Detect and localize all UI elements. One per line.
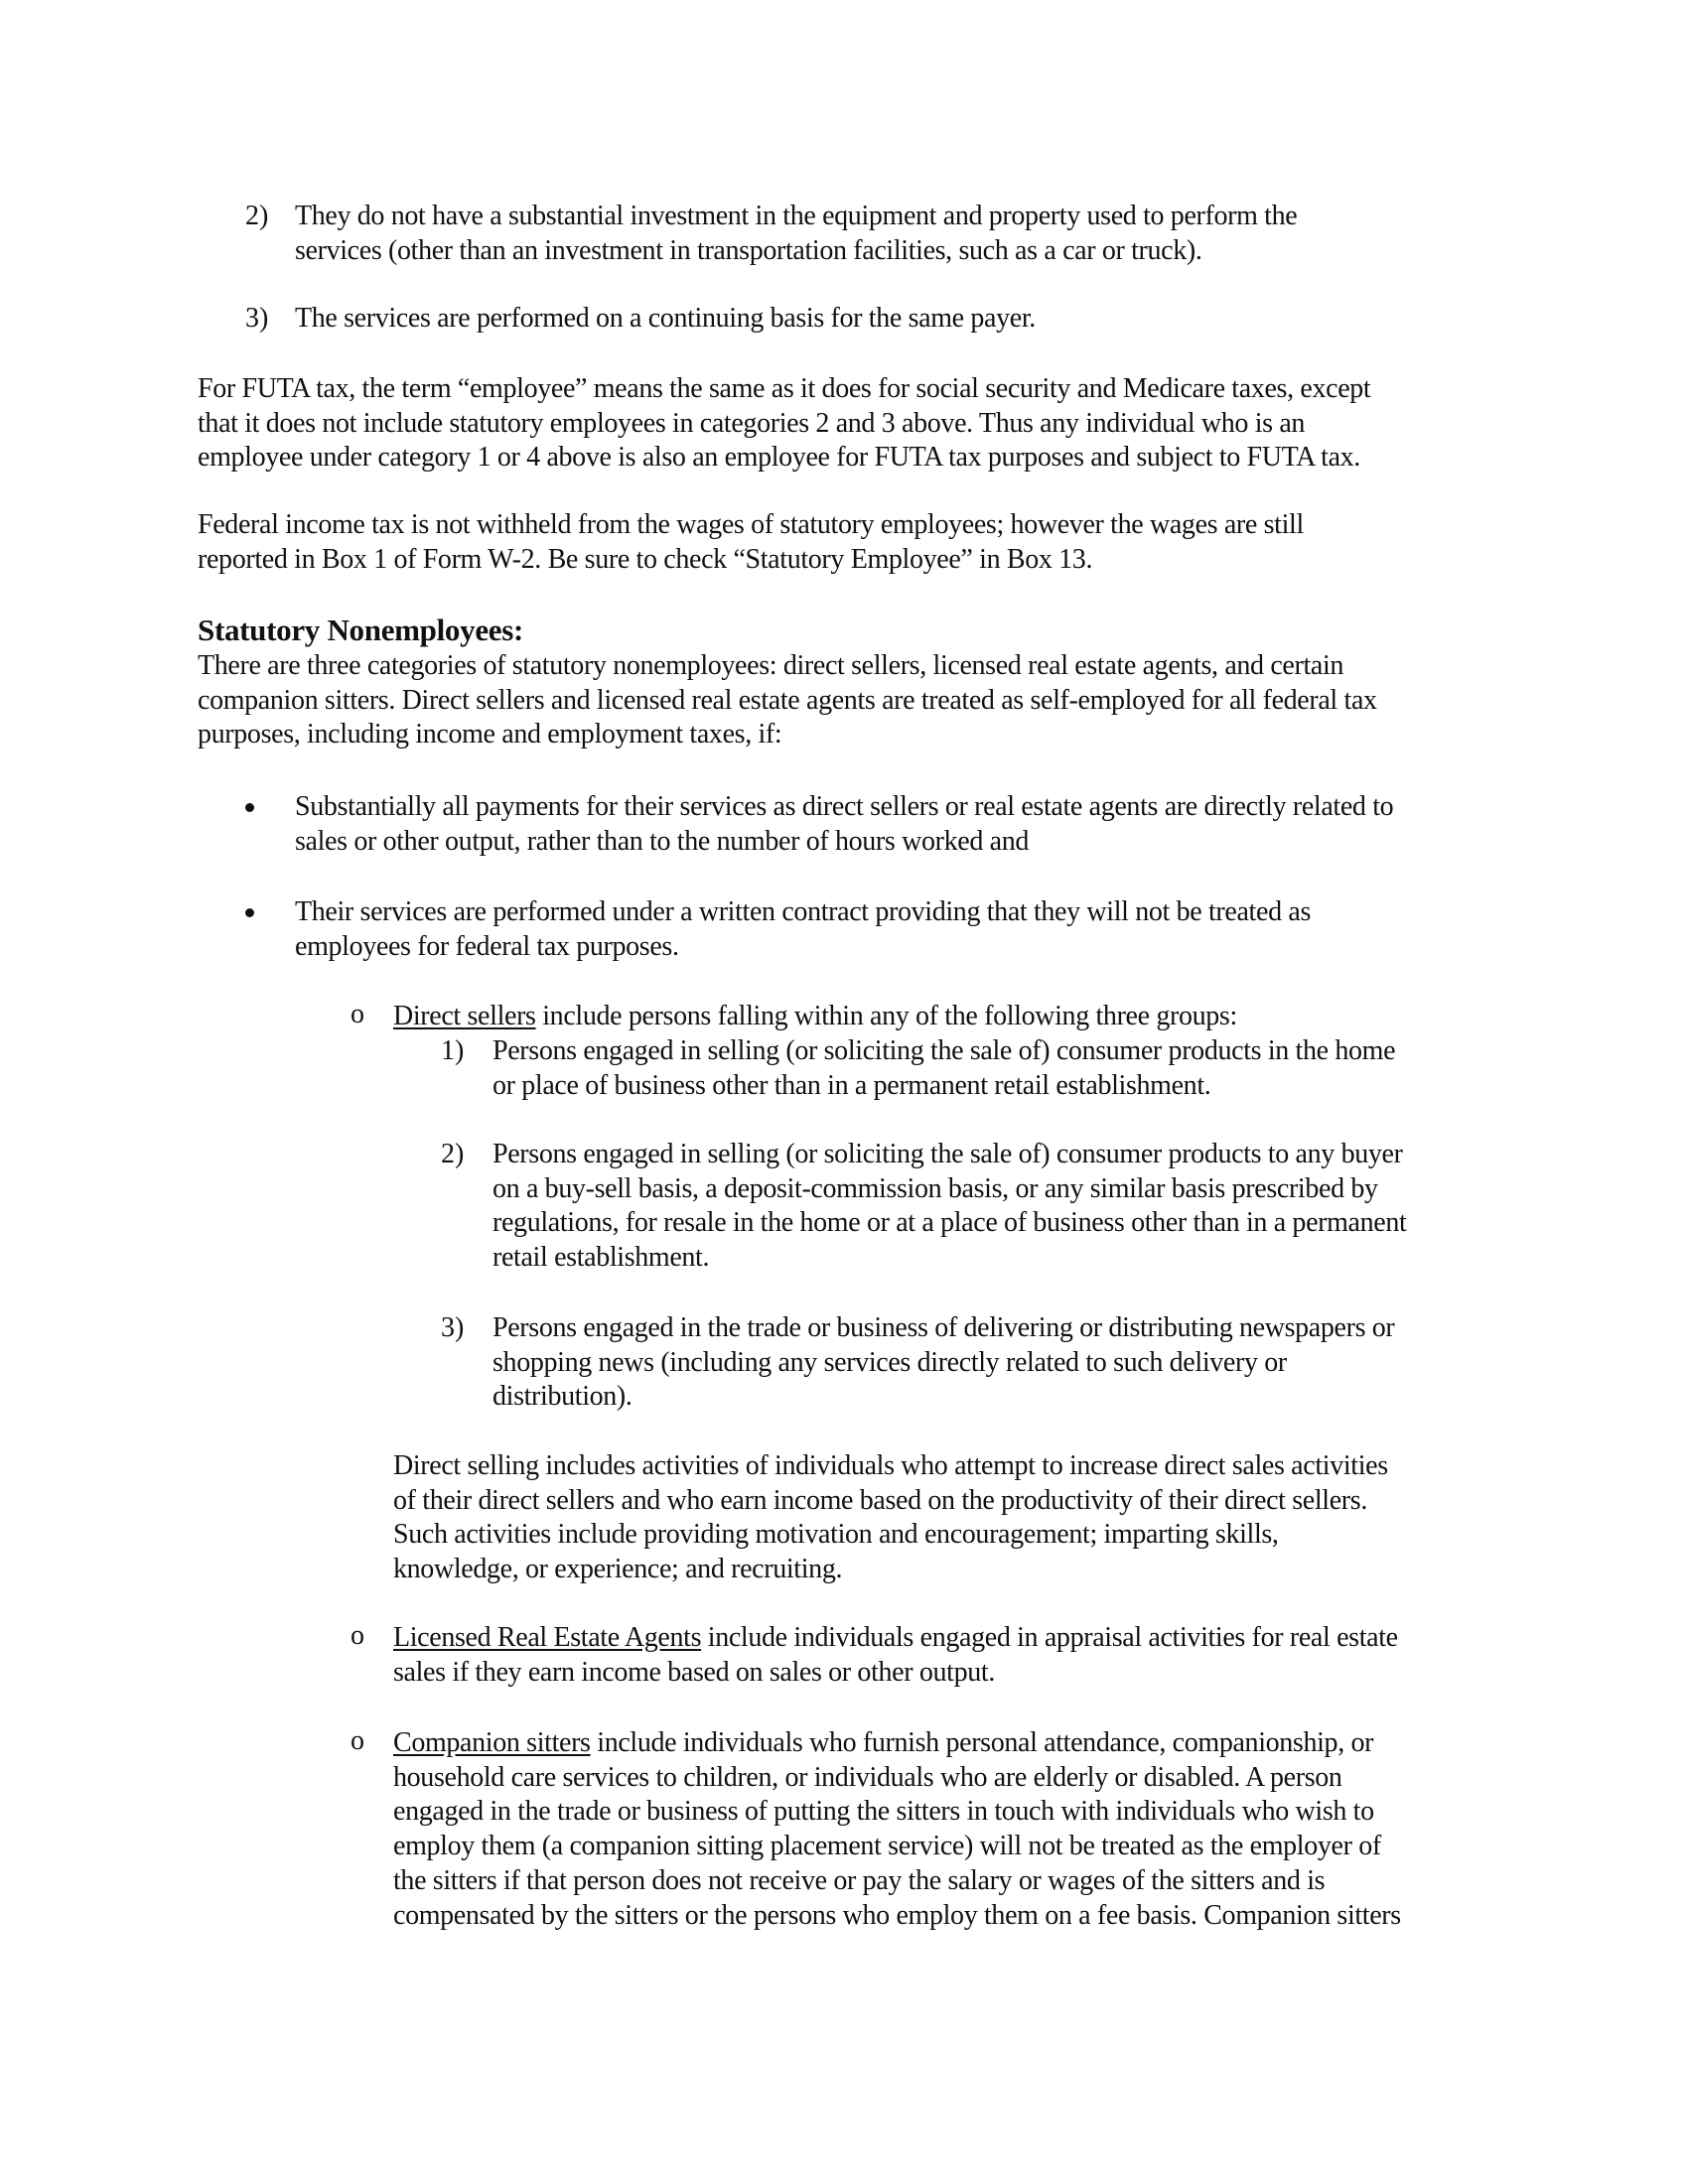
list-marker: 1)	[441, 1035, 465, 1066]
text-line: Persons engaged in selling (or soliciting the sale of) consumer products to any buyer	[492, 1139, 1403, 1169]
text-line: Substantially all payments for their services as direct sellers or real estate agents are directly related to	[295, 791, 1394, 822]
text-line: The services are performed on a continuing basis for the same payer.	[295, 303, 1036, 334]
text-line: companion sitters. Direct sellers and licensed real estate agents are treated as self-employed for all federal tax	[198, 684, 1377, 716]
text-line: sales or other output, rather than to the number of hours worked and	[295, 825, 1029, 857]
companion-sitters-item	[393, 1726, 1401, 1933]
term-companion-sitters: Companion sitters	[393, 1727, 591, 1758]
text-line: that it does not include statutory employees in categories 2 and 3 above. Thus any individual who is an	[198, 407, 1306, 439]
list-marker: 3)	[245, 303, 269, 334]
text-line: employ them (a companion sitting placement service) will not be treated as the employer of	[393, 1831, 1381, 1862]
text-line: household care services to children, or individuals who are elderly or disabled. A person	[393, 1761, 1342, 1793]
text-line: shopping news (including any services directly related to such delivery or	[492, 1346, 1287, 1378]
text-line: employee under category 1 or 4 above is also an employee for FUTA tax purposes and subject to FUTA tax.	[198, 442, 1360, 474]
sub-bullet-icon: o	[351, 1620, 364, 1651]
text-line: compensated by the sitters or the persons who employ them on a fee basis. Companion sitters	[393, 1899, 1401, 1931]
bullet-icon	[245, 803, 254, 812]
text-line: the sitters if that person does not receive or pay the salary or wages of the sitters and is	[393, 1864, 1326, 1896]
futa-paragraph	[198, 372, 1370, 476]
list-item	[492, 1034, 1395, 1103]
intro-paragraph	[198, 649, 1377, 752]
text-line: or place of business other than in a permanent retail establishment.	[492, 1069, 1211, 1101]
text-line: services (other than an investment in transportation facilities, such as a car or truck).	[295, 234, 1202, 266]
sub-bullet-icon: o	[351, 1725, 364, 1756]
list-marker: 3)	[441, 1312, 465, 1343]
text-line: Persons engaged in the trade or business of delivering or distributing newspapers or	[492, 1312, 1395, 1343]
federal-tax-paragraph	[198, 508, 1304, 577]
text-line: They do not have a substantial investment in the equipment and property used to perform the	[295, 201, 1298, 231]
text-line: of their direct sellers and who earn income based on the productivity of their direct sellers.	[393, 1484, 1367, 1516]
section-heading: Statutory Nonemployees:	[198, 613, 524, 647]
bullet-icon	[245, 908, 254, 917]
text-line: distribution).	[492, 1381, 633, 1413]
text-line: For FUTA tax, the term “employee” means the same as it does for social security and Medicare taxes, except	[198, 373, 1371, 404]
list-item	[492, 1138, 1406, 1276]
text-line: Federal income tax is not withheld from the wages of statutory employees; however the wages are still	[198, 509, 1304, 540]
text-line: Such activities include providing motivation and encouragement; imparting skills,	[393, 1519, 1279, 1551]
list-item	[295, 302, 1036, 337]
text-line: employees for federal tax purposes.	[295, 930, 679, 962]
text-line: regulations, for resale in the home or at a place of business other than in a permanent	[492, 1207, 1407, 1239]
text-line: Persons engaged in selling (or soliciting the sale of) consumer products in the home	[492, 1035, 1396, 1066]
list-item	[295, 200, 1297, 268]
bullet-item	[295, 790, 1393, 859]
direct-selling-note	[393, 1449, 1388, 1587]
text-line: purposes, including income and employment taxes, if:	[198, 719, 782, 751]
direct-sellers-item	[393, 1000, 1237, 1034]
real-estate-agents-item	[393, 1621, 1398, 1690]
text-line: reported in Box 1 of Form W-2. Be sure to check “Statutory Employee” in Box 13.	[198, 543, 1093, 575]
text-line: Their services are performed under a written contract providing that they will not be treated as	[295, 896, 1311, 927]
bullet-item	[295, 895, 1311, 964]
text-line: knowledge, or experience; and recruiting.	[393, 1554, 843, 1585]
text-line: sales if they earn income based on sales or other output.	[393, 1656, 995, 1688]
term-direct-sellers: Direct sellers	[393, 1001, 536, 1031]
text-line: on a buy-sell basis, a deposit-commission basis, or any similar basis prescribed by	[492, 1172, 1378, 1204]
list-marker: 2)	[441, 1139, 465, 1169]
text-line: Direct selling includes activities of individuals who attempt to increase direct sales activities	[393, 1450, 1388, 1481]
list-marker: 2)	[245, 201, 269, 231]
text-line: include persons falling within any of the following three groups:	[535, 1001, 1237, 1031]
text-line: include individuals engaged in appraisal activities for real estate	[701, 1622, 1398, 1653]
sub-bullet-icon: o	[351, 999, 364, 1029]
term-licensed-real-estate-agents: Licensed Real Estate Agents	[393, 1622, 702, 1653]
text-line: retail establishment.	[492, 1242, 710, 1274]
text-line: include individuals who furnish personal attendance, companionship, or	[590, 1727, 1374, 1758]
text-line: engaged in the trade or business of putting the sitters in touch with individuals who wish to	[393, 1796, 1374, 1828]
list-item	[492, 1311, 1394, 1415]
text-line: There are three categories of statutory nonemployees: direct sellers, licensed real estate agents, and certain	[198, 650, 1344, 681]
